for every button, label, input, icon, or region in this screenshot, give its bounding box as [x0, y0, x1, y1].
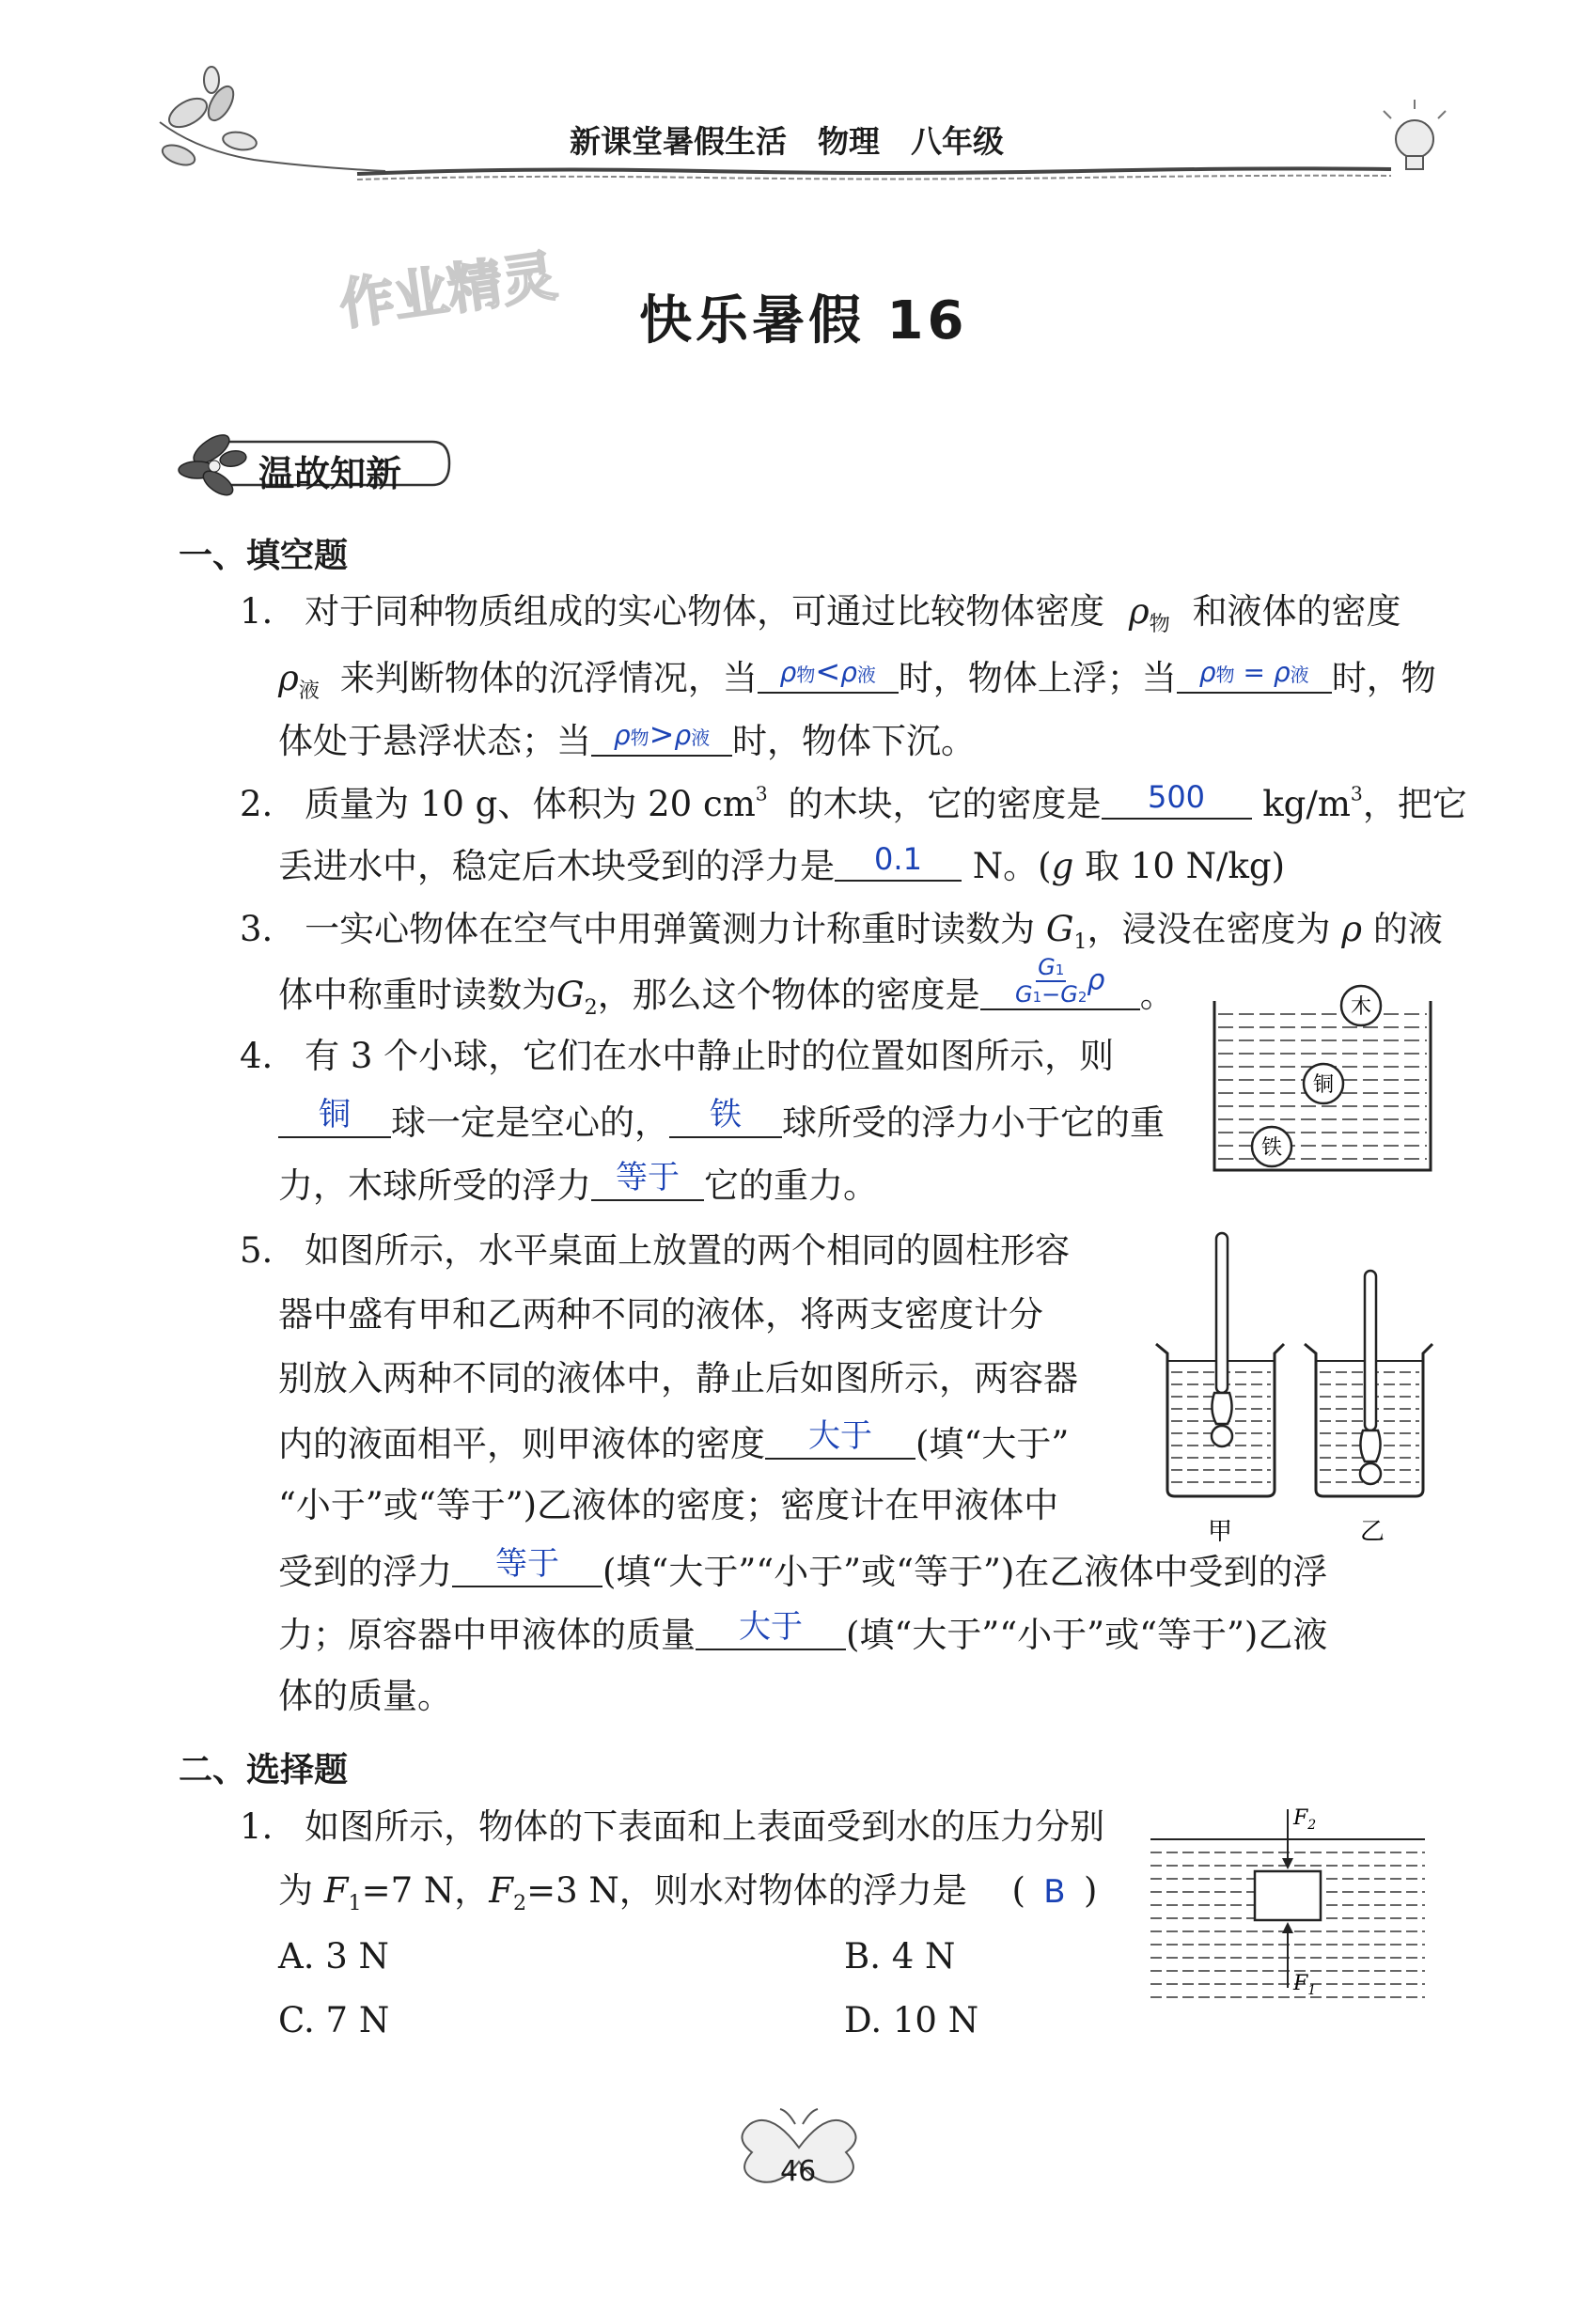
q5-figure	[1147, 1222, 1447, 1570]
answer-blank: ρ物 = ρ液	[1177, 658, 1332, 694]
answer-blank: 大于	[765, 1424, 915, 1460]
s1-q5-line6: 受到的浮力 等于 (填“大于”“小于”或“等于”)在乙液体中受到的浮	[278, 1545, 1328, 1592]
s1-q2-line2: 丢进水中，稳定后木块受到的浮力是 0.1 N。(g 取 10 N/kg)	[278, 841, 1286, 886]
s1-q5-line5: “小于”或“等于”)乙液体的密度；密度计在甲液体中	[278, 1485, 1059, 1525]
s1-q5-line4: 内的液面相平，则甲液体的密度 大于 (填“大于”	[278, 1417, 1070, 1464]
s1-q5-line7: 力；原容器中甲液体的质量 大于 (填“大于”“小于”或“等于”)乙液	[278, 1608, 1328, 1655]
s2-q1-optC: C. 7 N	[278, 2000, 390, 2040]
ball-wood-label: 木	[1350, 995, 1372, 1019]
answer-blank: 铁	[669, 1102, 782, 1138]
s1-q4-line3: 力，木球所受的浮力 等于 它的重力。	[278, 1159, 878, 1206]
ball-iron-label: 铁	[1260, 1136, 1283, 1160]
q4-figure	[1213, 982, 1438, 1175]
s1-q5-line1: 5. 如图所示，水平桌面上放置的两个相同的圆柱形容	[240, 1230, 1071, 1271]
answer-blank: 0.1	[835, 846, 962, 882]
s1-q1-line3: 体处于悬浮状态；当 ρ物>ρ液 时，物体下沉。	[278, 716, 976, 761]
page-number: 46	[780, 2155, 817, 2188]
choice-answer: B	[1043, 1873, 1066, 1911]
badge-label: 温故知新	[258, 453, 402, 494]
answer-blank: $\frac{G1}{G1-G2}$ ρ	[980, 975, 1140, 1010]
section2-heading: 二、选择题	[179, 1751, 349, 1789]
beaker-a-label: 甲	[1207, 1518, 1233, 1546]
header-title: 新课堂暑假生活 物理 八年级	[570, 123, 1004, 160]
s1-q5-line3: 别放入两种不同的液体中，静止后如图所示，两容器	[278, 1358, 1078, 1399]
s2-q1-optD: D. 10 N	[844, 2000, 979, 2040]
s1-q4-line2: 铜 球一定是空心的， 铁 球所受的浮力小于它的重	[278, 1102, 1165, 1140]
s2-q1-figure	[1147, 1800, 1429, 2007]
f1-label: $F_1$	[1293, 1972, 1317, 1998]
s1-q5-line2: 器中盛有甲和乙两种不同的液体，将两支密度计分	[278, 1294, 1043, 1335]
s2-q1-optB: B. 4 N	[844, 1936, 956, 1977]
answer-blank: ρ物>ρ液	[591, 721, 732, 757]
page-title: 快乐暑假 16	[639, 290, 968, 352]
s1-q3-line1: 3. 一实心物体在空气中用弹簧测力计称重时读数为 $G_1$，浸没在密度为 ρ 的液	[240, 909, 1443, 954]
s2-q1-line1: 1. 如图所示，物体的下表面和上表面受到水的压力分别	[240, 1806, 1105, 1847]
answer-blank: 等于	[591, 1165, 704, 1201]
answer-blank: ρ物<ρ液	[758, 658, 899, 694]
s2-q1-optA: A. 3 N	[278, 1936, 389, 1977]
s1-q3-line2: 体中称重时读数为$G_2$，那么这个物体的密度是 $\frac{G1}{G1-G2}$ ρ 。	[278, 954, 1175, 1020]
s1-q5-line8: 体的质量。	[278, 1676, 452, 1716]
answer-blank: 铜	[278, 1102, 391, 1138]
s1-q1-line2: $\rho_液$ 来判断物体的沉浮情况，当 ρ物<ρ液 时，物体上浮；当 ρ物 = ρ液 时，物	[278, 653, 1436, 703]
answer-blank: 500	[1102, 784, 1252, 820]
section1-heading: 一、填空题	[179, 537, 349, 575]
s1-q2-line1: 2. 质量为 10 g、体积为 20 $cm^3$ 的木块，它的密度是 500 $kg/m^3$，把它	[240, 779, 1467, 824]
watermark: 作业精灵	[336, 243, 561, 337]
answer-blank: 等于	[452, 1552, 602, 1587]
s1-q1-line1: 1. 对于同种物质组成的实心物体，可通过比较物体密度 $\rho_物$ 和液体的密度	[240, 591, 1401, 636]
answer-blank: 大于	[696, 1615, 846, 1650]
ball-copper-label: 铜	[1312, 1073, 1335, 1097]
beaker-b-label: 乙	[1359, 1518, 1385, 1546]
s2-q1-line2: 为 $F_1=7$ N，$F_2=3$ N，则水对物体的浮力是 ( B )	[278, 1870, 1098, 1915]
q-num: 1.	[240, 591, 274, 632]
s1-q4-line1: 4. 有 3 个小球，它们在水中静止时的位置如图所示，则	[240, 1036, 1115, 1076]
f2-label: $F_2$	[1293, 1806, 1317, 1833]
